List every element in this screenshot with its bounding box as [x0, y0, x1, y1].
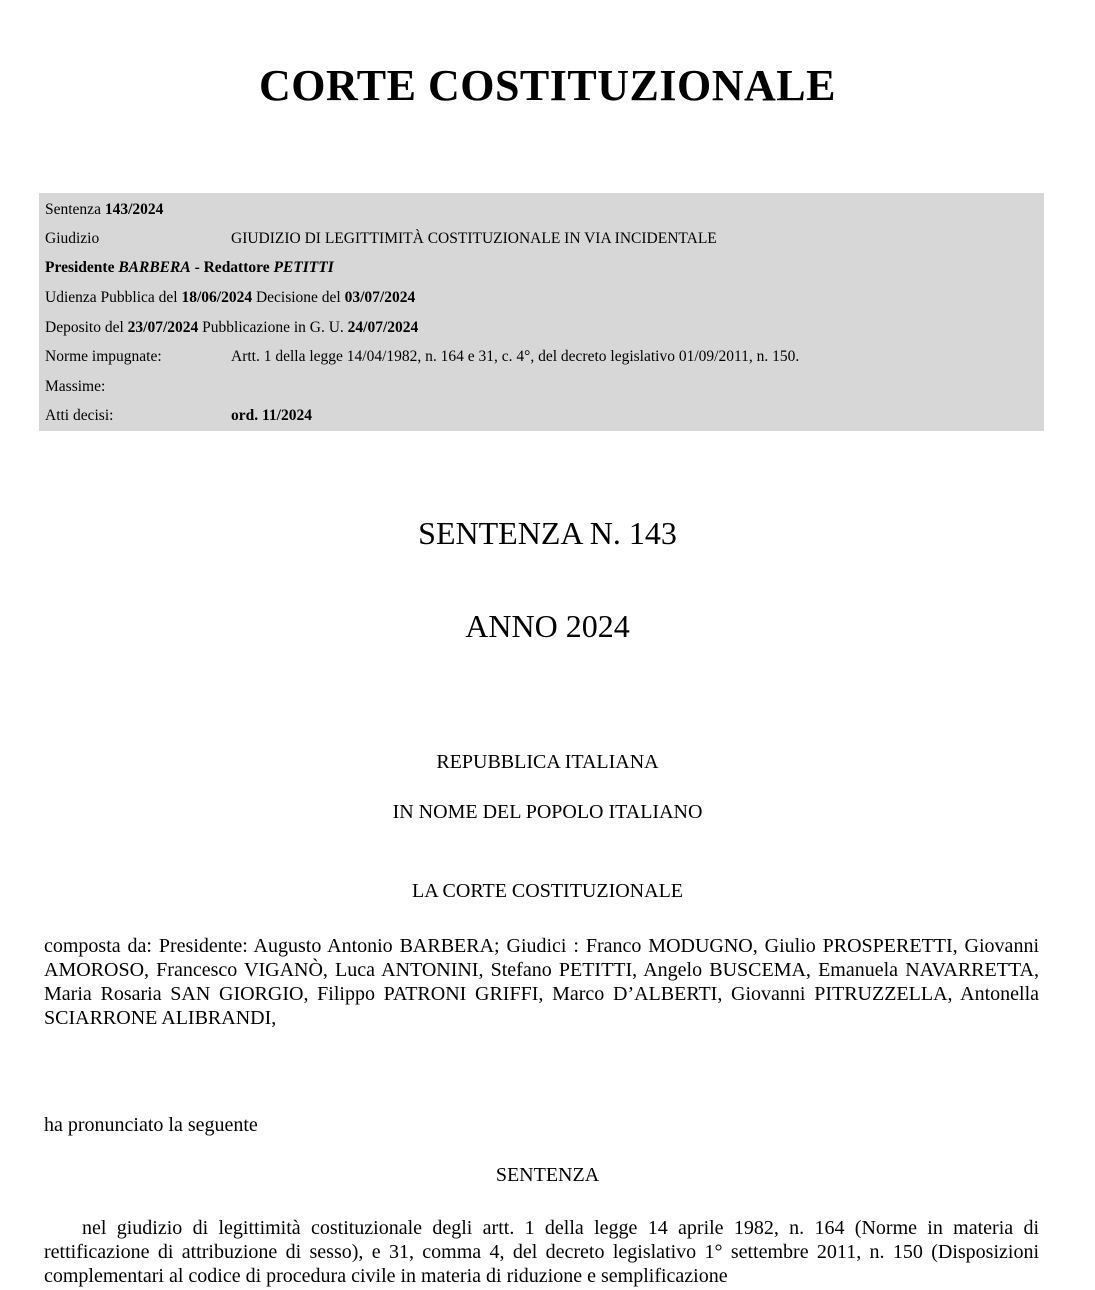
court-title: CORTE COSTITUZIONALE	[259, 61, 836, 110]
redattore-value: PETITTI	[273, 259, 334, 276]
giudizio-value: GIUDIZIO DI LEGITTIMITÀ COSTITUZIONALE IN VIA INCIDENTALE	[231, 230, 717, 247]
deposito-label: Deposito del	[45, 319, 124, 336]
udienza-label: Udienza Pubblica del	[45, 289, 178, 306]
pubblicazione-value: 24/07/2024	[347, 319, 419, 336]
meta-row-giudizio	[45, 224, 717, 253]
atti-value: ord. 11/2024	[231, 407, 312, 424]
redattore-label: - Redattore	[190, 259, 270, 276]
meta-row-atti	[45, 401, 312, 430]
meta-row-presidente	[45, 253, 334, 282]
metadata-box	[39, 193, 1044, 431]
sentenza-value: 143/2024	[104, 201, 164, 218]
meta-row-sentenza	[45, 195, 163, 224]
presidente-label: Presidente	[45, 259, 115, 276]
pubblicazione-label: Pubblicazione in G. U.	[202, 319, 344, 336]
norme-label: Norme impugnate:	[45, 348, 162, 365]
meta-row-udienza	[45, 283, 415, 312]
presidente-value: BARBERA	[118, 259, 191, 276]
la-corte-heading: LA CORTE COSTITUZIONALE	[412, 880, 683, 902]
norme-value: Artt. 1 della legge 14/04/1982, n. 164 e 31, c. 4°, del decreto legislativo 01/09/2011, n. 150.	[231, 348, 800, 365]
meta-row-massime	[45, 372, 225, 401]
judgment-paragraph: nel giudizio di legittimità costituzionale degli artt. 1 della legge 14 aprile 1982, n. 164 (Norme in materia di rettificazione di attribuzione di sesso), e 31, comma 4, del decreto legislativo 1° settembre 2011, n. 150 (Disposizioni complementari al codice di procedura civile in materia di riduzione e semplificazione	[44, 1217, 1039, 1287]
sentenza-label: Sentenza	[45, 201, 101, 218]
deposito-value: 23/07/2024	[127, 319, 199, 336]
udienza-value: 18/06/2024	[181, 289, 253, 306]
giudizio-label: Giudizio	[45, 230, 100, 247]
pronounced-line: ha pronunciato la seguente	[44, 1114, 258, 1136]
atti-label: Atti decisi:	[45, 407, 114, 424]
meta-row-deposito	[45, 313, 418, 342]
decisione-label: Decisione del	[255, 289, 341, 306]
in-nome-heading: IN NOME DEL POPOLO ITALIANO	[392, 801, 703, 823]
composition-paragraph: composta da: Presidente: Augusto Antonio BARBERA; Giudici : Franco MODUGNO, Giulio PROSPERETTI, Giovanni AMOROSO, Francesco VIGANÒ, Luca ANTONINI, Stefano PETITTI, Angelo BUSCEMA, Emanuela NAVARRETTA, Maria Rosaria SAN GIORGIO, Filippo PATRONI GRIFFI, Marco D’ALBERTI, Giovanni PITRUZZELLA, Antonella SCIARRONE ALIBRANDI,	[44, 935, 1039, 1029]
decisione-value: 03/07/2024	[344, 289, 416, 306]
sentenza-number-heading: SENTENZA N. 143	[418, 515, 677, 551]
sentenza-heading: SENTENZA	[495, 1164, 600, 1186]
massime-label: Massime:	[45, 378, 106, 395]
repubblica-heading: REPUBBLICA ITALIANA	[436, 751, 659, 773]
meta-row-norme	[45, 342, 800, 371]
anno-heading: ANNO 2024	[465, 608, 630, 644]
